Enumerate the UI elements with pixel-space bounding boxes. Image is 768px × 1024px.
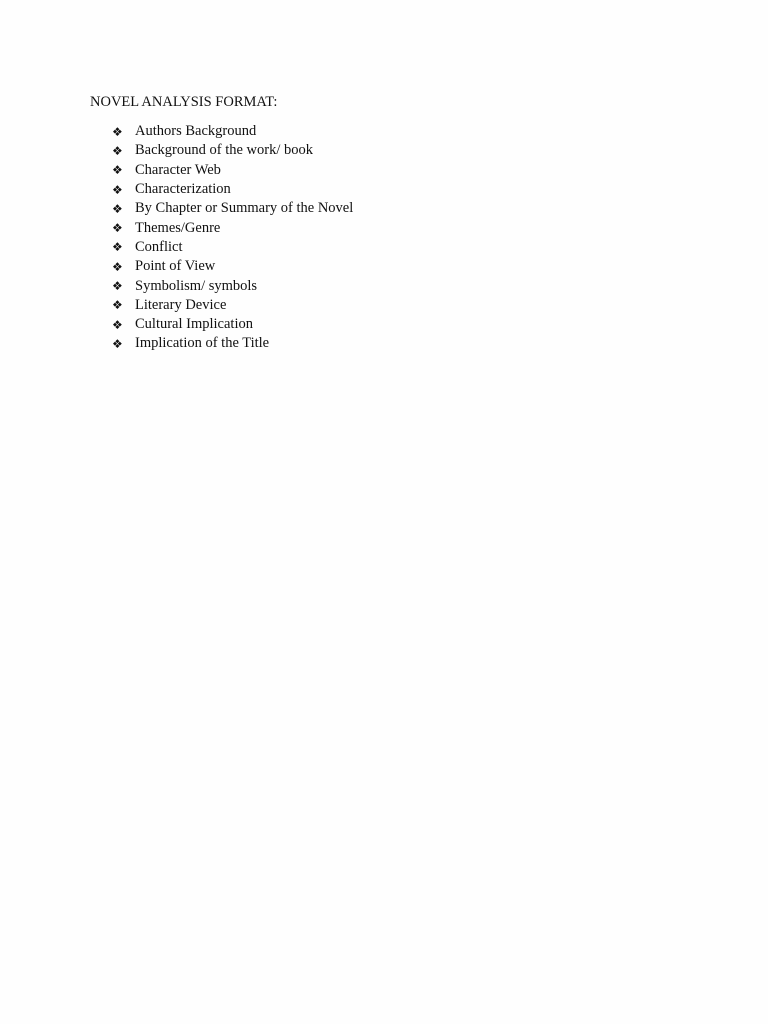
four-diamond-bullet-icon: ❖ — [112, 182, 123, 197]
four-diamond-bullet-icon: ❖ — [112, 336, 123, 351]
list-item-text: Authors Background — [135, 123, 257, 140]
list-item-text: Character Web — [135, 161, 221, 178]
list-item — [112, 161, 353, 180]
four-diamond-bullet-icon: ❖ — [112, 317, 123, 332]
list-item — [112, 276, 353, 295]
list-item-text: Conflict — [135, 238, 183, 255]
four-diamond-bullet-icon: ❖ — [112, 298, 123, 313]
list-item — [112, 238, 353, 257]
list-item-text: Symbolism/ symbols — [135, 277, 258, 294]
list-item-text: Implication of the Title — [135, 335, 270, 352]
four-diamond-bullet-icon: ❖ — [112, 163, 123, 178]
list-item — [112, 199, 353, 218]
list-item — [112, 141, 353, 160]
four-diamond-bullet-icon: ❖ — [112, 201, 123, 216]
list-item-text: By Chapter or Summary of the Novel — [135, 200, 354, 217]
four-diamond-bullet-icon: ❖ — [112, 221, 123, 236]
four-diamond-bullet-icon: ❖ — [112, 143, 123, 158]
list-item — [112, 296, 353, 315]
list-item-text: Point of View — [135, 258, 216, 275]
four-diamond-bullet-icon: ❖ — [112, 240, 123, 255]
list-item-text: Background of the work/ book — [135, 142, 313, 159]
four-diamond-bullet-icon: ❖ — [112, 259, 123, 274]
list-item-text: Characterization — [135, 181, 231, 198]
list-item-text: Literary Device — [135, 296, 227, 313]
list-item — [112, 315, 353, 334]
list-item — [112, 257, 353, 276]
analysis-outline-list — [112, 122, 353, 354]
four-diamond-bullet-icon: ❖ — [112, 124, 123, 139]
four-diamond-bullet-icon: ❖ — [112, 279, 123, 294]
list-item — [112, 218, 353, 237]
list-item — [112, 334, 353, 353]
list-item-text: Cultural Implication — [135, 316, 253, 333]
list-item — [112, 122, 353, 141]
list-item-text: Themes/Genre — [135, 219, 221, 236]
list-item — [112, 180, 353, 199]
document-heading: NOVEL ANALYSIS FORMAT: — [90, 94, 278, 110]
